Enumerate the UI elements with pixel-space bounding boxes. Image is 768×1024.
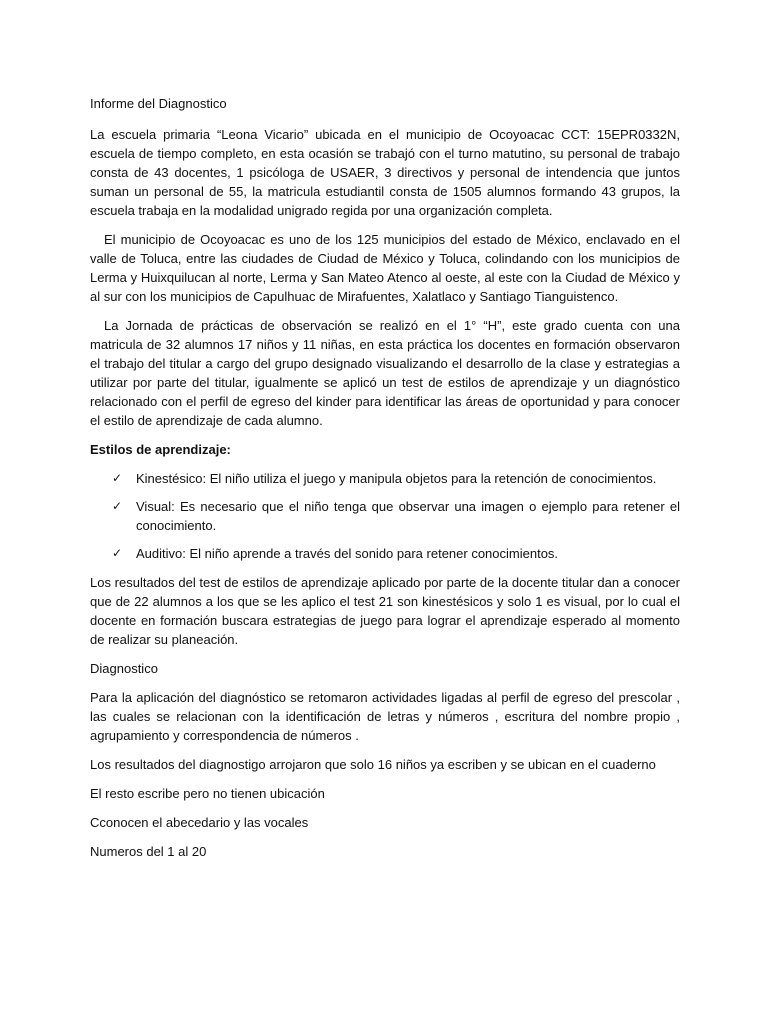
checkmark-icon: ✓: [112, 499, 123, 513]
styles-heading: Estilos de aprendizaje:: [90, 442, 231, 457]
list-item: [90, 544, 680, 563]
paragraph-results: Los resultados del test de estilos de aprendizaje aplicado por parte de la docente titular dan a conocer que de 22 alumnos a los que se les aplico el test 21 son kinestésicos y solo 1 es visual, por lo cual el docente en formación buscara estrategias de juego para lograr el aprendizaje esperado al momento de realizar su planeación.: [90, 575, 680, 647]
paragraph-municipality: El municipio de Ocoyoacac es uno de los 125 municipios del estado de México, enclavado en el valle de Toluca, entre las ciudades de Ciudad de México y Toluca, colindando con los municipios de Lerma y Huixquilucan al norte, Lerma y San Mateo Atenco al oeste, al este con la Ciudad de México y al sur con los municipios de Capulhuac de Mirafuentes, Xalatlaco y Santiago Tianguistenco.: [90, 232, 680, 304]
paragraph-observation: La Jornada de prácticas de observación se realizó en el 1° “H”, este grado cuenta con una matricula de 32 alumnos 17 niños y 11 niñas, en esta práctica los docentes en formación observaron el trabajo del titular a cargo del grupo designado visualizando el desarrollo de la clase y estrategias a utilizar por parte del titular, igualmente se aplicó un test de estilos de aprendizaje y un diagnóstico relacionado con el perfil de egreso del kinder para identificar las áreas de oportunidad y para conocer el estilo de aprendizaje de cada alumno.: [90, 318, 680, 428]
result-line: Cconocen el abecedario y las vocales: [90, 815, 309, 830]
style-auditivo: Auditivo: El niño aprende a través del sonido para retener conocimientos.: [136, 546, 559, 561]
document-title: Informe del Diagnostico: [90, 96, 227, 111]
result-line: Los resultados del diagnostigo arrojaron que solo 16 niños ya escriben y se ubican en el cuaderno: [90, 757, 656, 772]
checkmark-icon: ✓: [112, 471, 123, 485]
paragraph-diagnostic: Para la aplicación del diagnóstico se retomaron actividades ligadas al perfil de egreso del prescolar , las cuales se relacionan con la identificación de letras y números , escritura del nombre propio , agrupamiento y correspondencia de números .: [90, 690, 680, 743]
style-kinestesico: Kinestésico: El niño utiliza el juego y manipula objetos para la retención de conocimientos.: [136, 471, 657, 486]
result-line: Numeros del 1 al 20: [90, 844, 207, 859]
paragraph-school: La escuela primaria “Leona Vicario” ubicada en el municipio de Ocoyoacac CCT: 15EPR0332N, escuela de tiempo completo, en esta ocasión se trabajó con el turno matutino, su personal de trabajo consta de 43 docentes, 1 psicóloga de USAER, 3 directivos y personal de intendencia que juntos suman un personal de 55, la matricula estudiantil consta de 1505 alumnos formando 43 grupos, la escuela trabaja en la modalidad unigrado regida por una organización completa.: [90, 127, 680, 218]
diagnostic-heading: Diagnostico: [90, 661, 158, 676]
style-visual: Visual: Es necesario que el niño tenga que observar una imagen o ejemplo para retener el conocimiento.: [136, 499, 680, 533]
checkmark-icon: ✓: [112, 546, 123, 560]
list-item: [90, 497, 680, 535]
styles-list: [90, 469, 680, 563]
result-line: El resto escribe pero no tienen ubicación: [90, 786, 325, 801]
list-item: [90, 469, 680, 488]
